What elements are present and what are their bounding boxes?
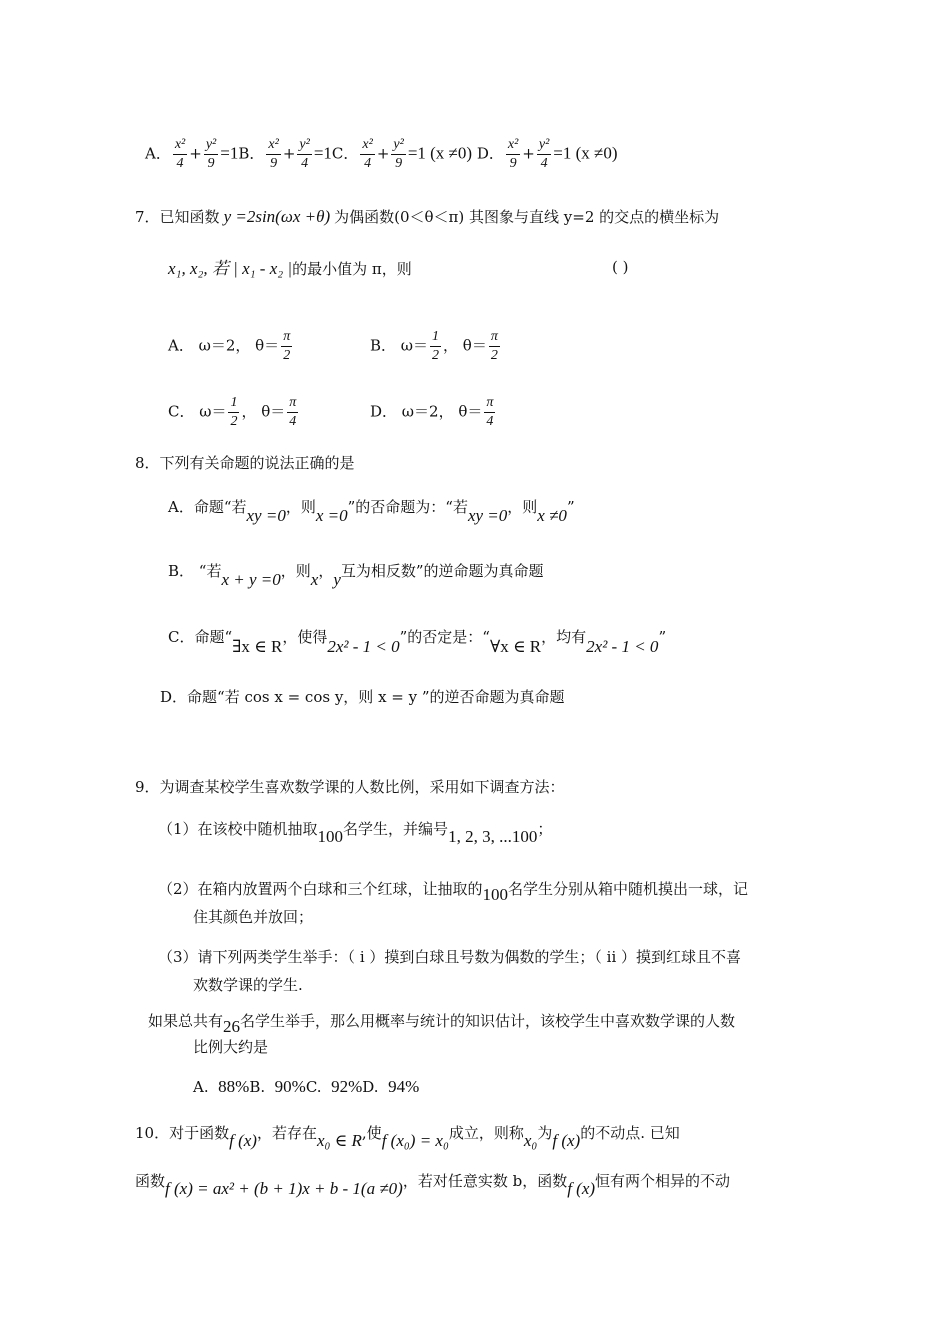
question-number: 9．: [135, 778, 160, 796]
q8-stem: 8．下列有关命题的说法正确的是: [135, 454, 355, 472]
q7-stem-line2: x₁, x₂, 若 | x₁ - x₂ |的最小值为 π，则: [168, 259, 412, 278]
q8-option-b: B． “若x + y =0，则x，y互为相反数”的逆命题为真命题: [168, 562, 544, 589]
q6-option-b: B． $\frac{\text{x²}}{9}$ + $\frac{\text{y²}}{4}$ =1: [238, 137, 332, 171]
q9-stem: 9．为调查某校学生喜欢数学课的人数比例，采用如下调查方法：: [135, 778, 565, 796]
q10-stem-line2: 函数f (x) = ax² + (b + 1)x + b - 1(a ≠0)，若对任意实数 b，函数f (x)恒有两个相异的不动: [135, 1172, 731, 1198]
question-number: 8．: [135, 454, 160, 472]
q7-formula: y =2sin(ωx +θ): [223, 207, 331, 226]
q9-option-b: B. 90%: [249, 1077, 306, 1096]
question-number: 10．: [135, 1124, 170, 1142]
q9-step-2: （2）在箱内放置两个白球和三个红球，让抽取的100名学生分别从箱中随机摸出一球，记: [158, 880, 749, 904]
q7-stem: 7．已知函数 y =2sin(ωx +θ) 为偶函数(0＜θ＜π) 其图象与直线 y=2 的交点的横坐标为: [135, 207, 720, 226]
q9-conclusion-cont: 比例大约是: [193, 1038, 269, 1056]
q9-option-a: A. 88%: [193, 1077, 250, 1096]
q10-stem: 10．对于函数f (x)，若存在x₀ ∈ R,使f (x₀) = x₀成立，则称x₀为f (x)的不动点. 已知: [135, 1124, 680, 1150]
q8-option-a: A．命题“若xy =0，则x =0”的否命题为：“若xy =0，则x ≠0”: [168, 498, 575, 525]
question-number: 7．: [135, 208, 160, 226]
q9-option-c: C. 92%: [305, 1077, 363, 1096]
q8-option-d: D．命题“若 cos x = cos y，则 x = y ”的逆否命题为真命题: [160, 688, 565, 706]
q6-option-d: D． $\frac{\text{x²}}{9}$ + $\frac{\text{y²}}{4}$ =1 (x ≠0): [476, 137, 618, 171]
q9-step-2-cont: 住其颜色并放回；: [193, 908, 314, 926]
q8-option-c: C．命题“∃x ∈ R，使得2x² - 1 < 0”的否定是：“∀x ∈ R，均有2x² - 1 < 0”: [168, 628, 667, 656]
q9-step-3: （3）请下列两类学生举手：（ i ）摸到白球且号数为偶数的学生；（ ii ）摸到红球且不喜: [158, 948, 742, 966]
q7-option-a: A． ω＝2， θ＝ $\frac{\pi}{2}$: [168, 329, 291, 363]
q7-option-c: C． ω＝ $\frac{1}{2}$ ， θ＝ $\frac{\pi}{4}$: [168, 395, 297, 429]
q7-option-b: B． ω＝ $\frac{1}{2}$ ， θ＝ $\frac{\pi}{2}$: [370, 329, 498, 363]
q9-step-1: （1）在该校中随机抽取100名学生，并编号1, 2, 3, ...100；: [158, 820, 553, 846]
q6-option-a: A． $\frac{\text{x²}}{4}$ + $\frac{\text{y²}}{9}$ =1: [145, 137, 239, 171]
q6-options: [145, 136, 618, 173]
q9-step-3-cont: 欢数学课的学生.: [193, 976, 303, 994]
q9-option-d: D. 94%: [362, 1077, 420, 1096]
q6-option-c: C． $\frac{\text{x²}}{4}$ + $\frac{\text{y²}}{9}$ =1 (x ≠0): [331, 137, 473, 171]
q7-answer-paren: ( ): [612, 258, 629, 276]
q7-option-d: D． ω＝2， θ＝ $\frac{\pi}{4}$: [370, 395, 494, 429]
q9-conclusion: 如果总共有26名学生举手，那么用概率与统计的知识估计，该校学生中喜欢数学课的人数: [148, 1012, 736, 1036]
q9-options: [193, 1076, 419, 1098]
